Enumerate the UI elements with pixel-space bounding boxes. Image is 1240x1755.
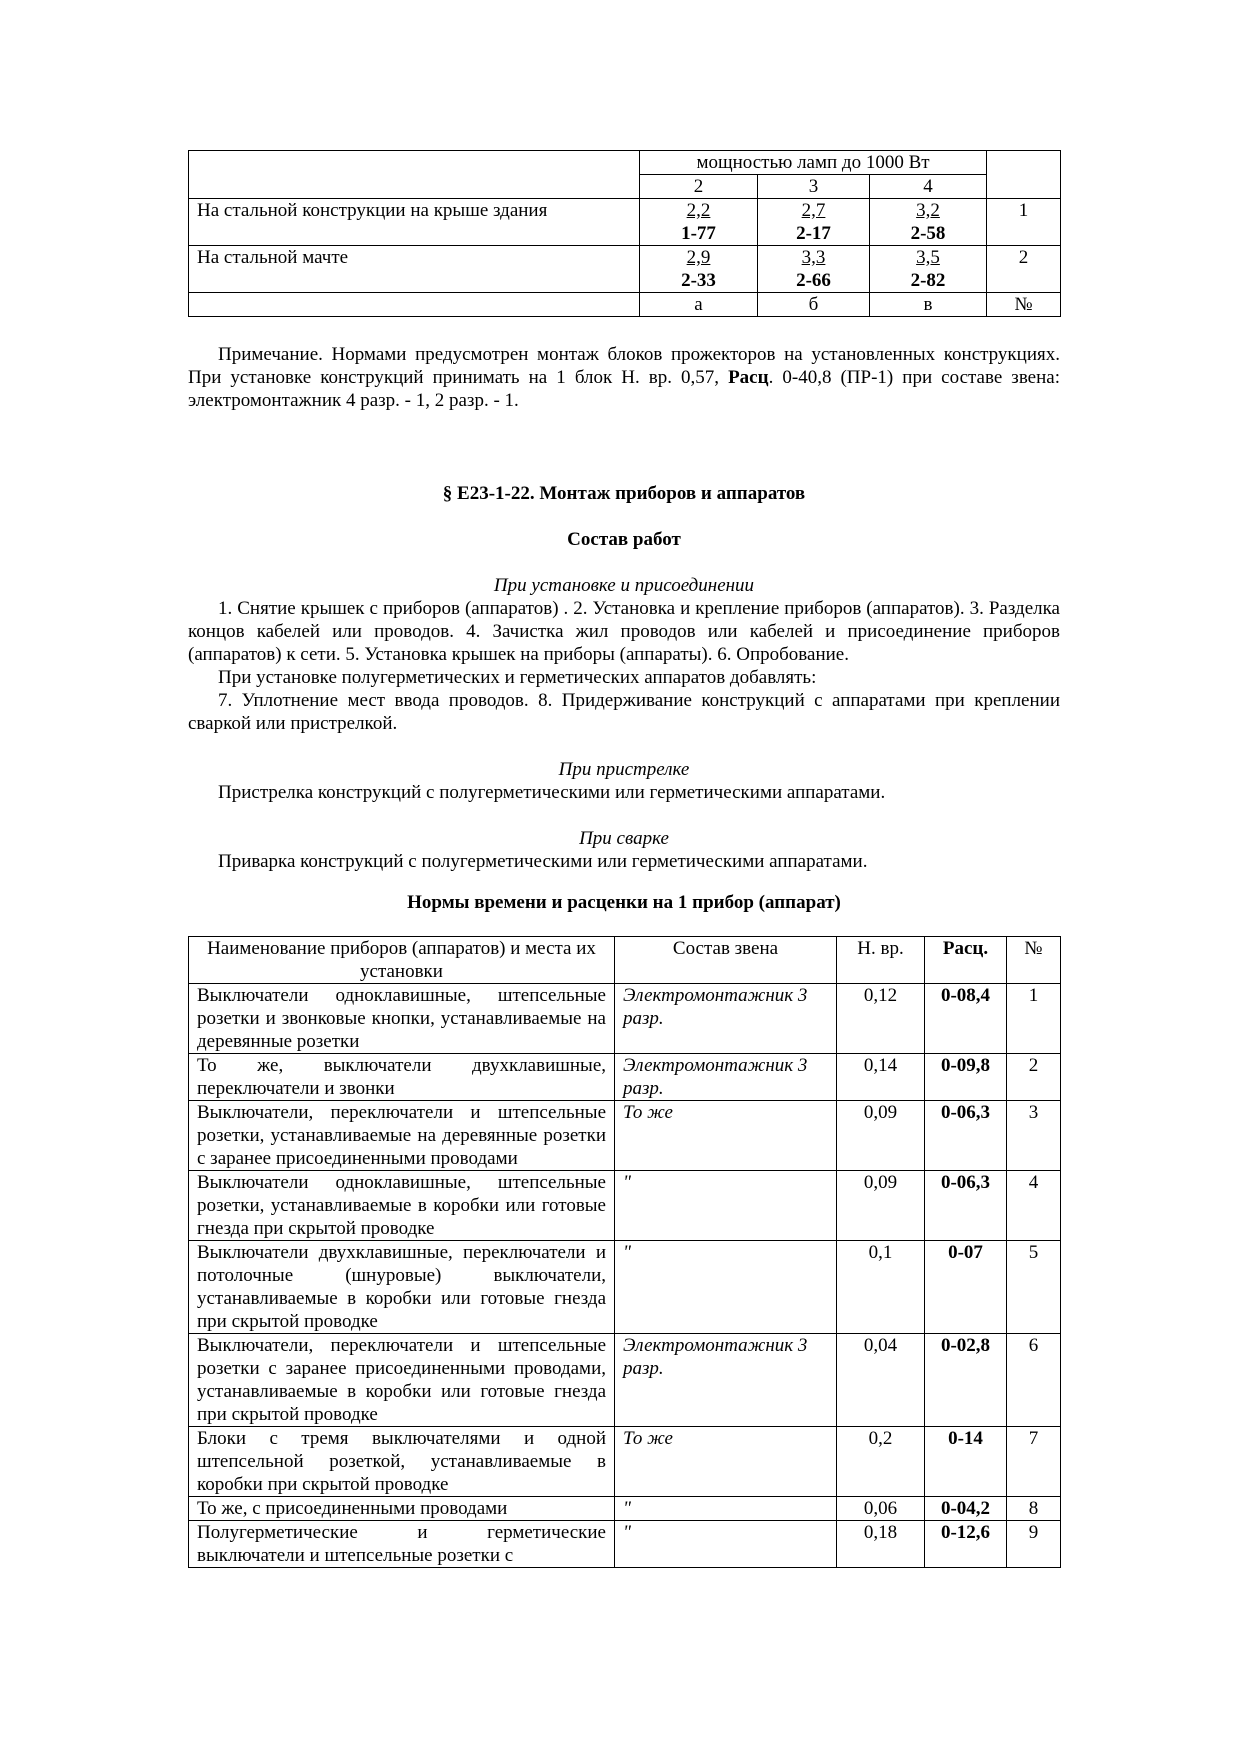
row-name: Полугерметические и герметические выключатели и штепсельные розетки с [189, 1521, 615, 1568]
top-table-footer-col: в [870, 293, 987, 317]
shoot-subtitle: При пристрелке [558, 759, 690, 780]
note-text-1: Примечание. Нормами предусмотрен монтаж блоков прожекторов на установленных конструкциях. При установке конструкций принимать на 1 блок Н. вр. 0,57, [188, 344, 1060, 388]
top-table-footer-col: а [640, 293, 758, 317]
top-table-footer-col: б [758, 293, 870, 317]
norms-table-header [189, 937, 1061, 984]
row-num: 5 [1007, 1241, 1061, 1334]
row-name: То же, выключатели двухклавишные, переключатели и звонки [189, 1054, 615, 1101]
row-num: 9 [1007, 1521, 1061, 1568]
row-name: Выключатели одноклавишные, штепсельные розетки и звонковые кнопки, устанавливаемые на деревянные розетки [189, 984, 615, 1054]
top-table-cell [640, 246, 758, 293]
top-table-empty-header [189, 151, 640, 199]
header-rate: Расц. [925, 937, 1007, 984]
section-title: § Е23-1-22. Монтаж приборов и аппаратов [442, 483, 806, 504]
floodlight-table [188, 150, 1061, 317]
row-crew: " [615, 1521, 837, 1568]
header-crew: Состав звена [615, 937, 837, 984]
row-rate: 0-04,2 [925, 1497, 1007, 1521]
top-table-group-header: мощностью ламп до 1000 Вт [640, 151, 987, 175]
table-footer-row [189, 293, 1061, 317]
nvr-value: 2,2 [686, 200, 711, 221]
row-num: 6 [1007, 1334, 1061, 1427]
row-num: 3 [1007, 1101, 1061, 1171]
row-crew: То же [615, 1101, 837, 1171]
rate-value: 2-58 [910, 223, 946, 244]
top-table-row-num: 1 [987, 199, 1061, 246]
row-crew: То же [615, 1427, 837, 1497]
table-row [189, 1241, 1061, 1334]
top-table-col-header: 3 [758, 175, 870, 199]
nvr-value: 3,2 [916, 200, 940, 221]
row-nvr: 0,04 [837, 1334, 925, 1427]
norms-table-body [189, 984, 1061, 1568]
row-rate: 0-07 [925, 1241, 1007, 1334]
header-nvr: Н. вр. [837, 937, 925, 984]
top-table-cell [758, 246, 870, 293]
row-num: 4 [1007, 1171, 1061, 1241]
top-table-row-name: На стальной конструкции на крыше здания [189, 199, 640, 246]
shoot-paragraph: Пристрелка конструкций с полугерметическими или герметическими аппаратами. [218, 782, 886, 803]
top-table-footer-num: № [987, 293, 1061, 317]
header-name: Наименование приборов (аппаратов) и места их установки [189, 937, 615, 984]
row-crew: Электромонтажник 3 разр. [615, 1334, 837, 1427]
weld-subtitle: При сварке [579, 828, 669, 849]
row-name: Выключатели, переключатели и штепсельные розетки с заранее присоединенными проводами, устанавливаемые в коробки или готовые гнезда при скрытой проводке [189, 1334, 615, 1427]
row-name: Выключатели двухклавишные, переключатели и потолочные (шнуровые) выключатели, устанавливаемые в коробки или готовые гнезда при скрытой проводке [189, 1241, 615, 1334]
note-bold: Расц [728, 367, 769, 388]
row-crew: " [615, 1241, 837, 1334]
rate-value: 2-33 [681, 270, 716, 291]
top-table-col-header: 2 [640, 175, 758, 199]
row-nvr: 0,06 [837, 1497, 925, 1521]
top-table-col-header: 4 [870, 175, 987, 199]
table-row [189, 984, 1061, 1054]
note-text-2: . 0-40,8 (ПР-1) при составе звена: электромонтажник 4 разр. - 1, 2 разр. - 1. [188, 367, 1060, 411]
table-row [189, 1101, 1061, 1171]
row-rate: 0-06,3 [925, 1171, 1007, 1241]
row-rate: 0-02,8 [925, 1334, 1007, 1427]
header-num: № [1007, 937, 1061, 984]
top-table-cell [758, 199, 870, 246]
table-row [189, 1497, 1061, 1521]
row-name: Выключатели одноклавишные, штепсельные розетки, устанавливаемые в коробки или готовые гнезда при скрытой проводке [189, 1171, 615, 1241]
works-title: Состав работ [567, 529, 681, 550]
nvr-value: 2,7 [801, 200, 826, 221]
top-table-row-name: На стальной мачте [189, 246, 640, 293]
row-rate: 0-06,3 [925, 1101, 1007, 1171]
row-nvr: 0,14 [837, 1054, 925, 1101]
top-table-row-num: 2 [987, 246, 1061, 293]
top-table-num-header [987, 151, 1061, 199]
row-rate: 0-14 [925, 1427, 1007, 1497]
rate-value: 2-17 [796, 223, 831, 244]
norms-title: Нормы времени и расценки на 1 прибор (аппарат) [407, 892, 841, 913]
table-row [189, 199, 1061, 246]
row-nvr: 0,1 [837, 1241, 925, 1334]
row-crew: Электромонтажник 3 разр. [615, 1054, 837, 1101]
top-table-footer-empty [189, 293, 640, 317]
table-row [189, 1171, 1061, 1241]
table-row [189, 1521, 1061, 1568]
row-crew: " [615, 1171, 837, 1241]
norms-table [188, 936, 1061, 1568]
row-crew: Электромонтажник 3 разр. [615, 984, 837, 1054]
table-row [189, 1427, 1061, 1497]
row-num: 1 [1007, 984, 1061, 1054]
row-nvr: 0,2 [837, 1427, 925, 1497]
install-paragraph-3: 7. Уплотнение мест ввода проводов. 8. Придерживание конструкций с аппаратами при креплении сваркой или пристрелкой. [188, 690, 1060, 734]
table-row [189, 1054, 1061, 1101]
install-subtitle: При установке и присоединении [493, 575, 755, 596]
row-num: 7 [1007, 1427, 1061, 1497]
nvr-value: 2,9 [686, 247, 711, 268]
rate-value: 2-66 [796, 270, 831, 291]
row-num: 8 [1007, 1497, 1061, 1521]
top-table-cell [870, 199, 987, 246]
table-row [189, 1334, 1061, 1427]
row-nvr: 0,09 [837, 1101, 925, 1171]
top-table-cell [640, 199, 758, 246]
row-rate: 0-12,6 [925, 1521, 1007, 1568]
row-num: 2 [1007, 1054, 1061, 1101]
row-rate: 0-09,8 [925, 1054, 1007, 1101]
row-nvr: 0,18 [837, 1521, 925, 1568]
nvr-value: 3,3 [801, 247, 826, 268]
row-nvr: 0,12 [837, 984, 925, 1054]
row-name: То же, с присоединенными проводами [189, 1497, 615, 1521]
document-page [188, 150, 1060, 1568]
row-crew: " [615, 1497, 837, 1521]
row-name: Блоки с тремя выключателями и одной штепсельной розеткой, устанавливаемые в коробки при скрытой проводке [189, 1427, 615, 1497]
nvr-value: 3,5 [916, 247, 940, 268]
top-table-cell [870, 246, 987, 293]
row-rate: 0-08,4 [925, 984, 1007, 1054]
rate-value: 1-77 [681, 223, 716, 244]
install-paragraph-1: 1. Снятие крышек с приборов (аппаратов) . 2. Установка и крепление приборов (аппаратов). 3. Разделка концов кабелей или проводов. 4. Зачистка жил проводов или кабелей и присоединение приборов (аппаратов) к сети. 5. Установка крышек на приборы (аппараты). 6. Опробование. [188, 598, 1060, 665]
row-nvr: 0,09 [837, 1171, 925, 1241]
install-paragraph-2: При установке полугерметических и герметических аппаратов добавлять: [218, 667, 817, 688]
row-name: Выключатели, переключатели и штепсельные розетки, устанавливаемые на деревянные розетки с заранее присоединенными проводами [189, 1101, 615, 1171]
note-paragraph [188, 343, 1060, 412]
rate-value: 2-82 [910, 270, 946, 291]
table-row [189, 246, 1061, 293]
weld-paragraph: Приварка конструкций с полугерметическими или герметическими аппаратами. [218, 851, 868, 872]
